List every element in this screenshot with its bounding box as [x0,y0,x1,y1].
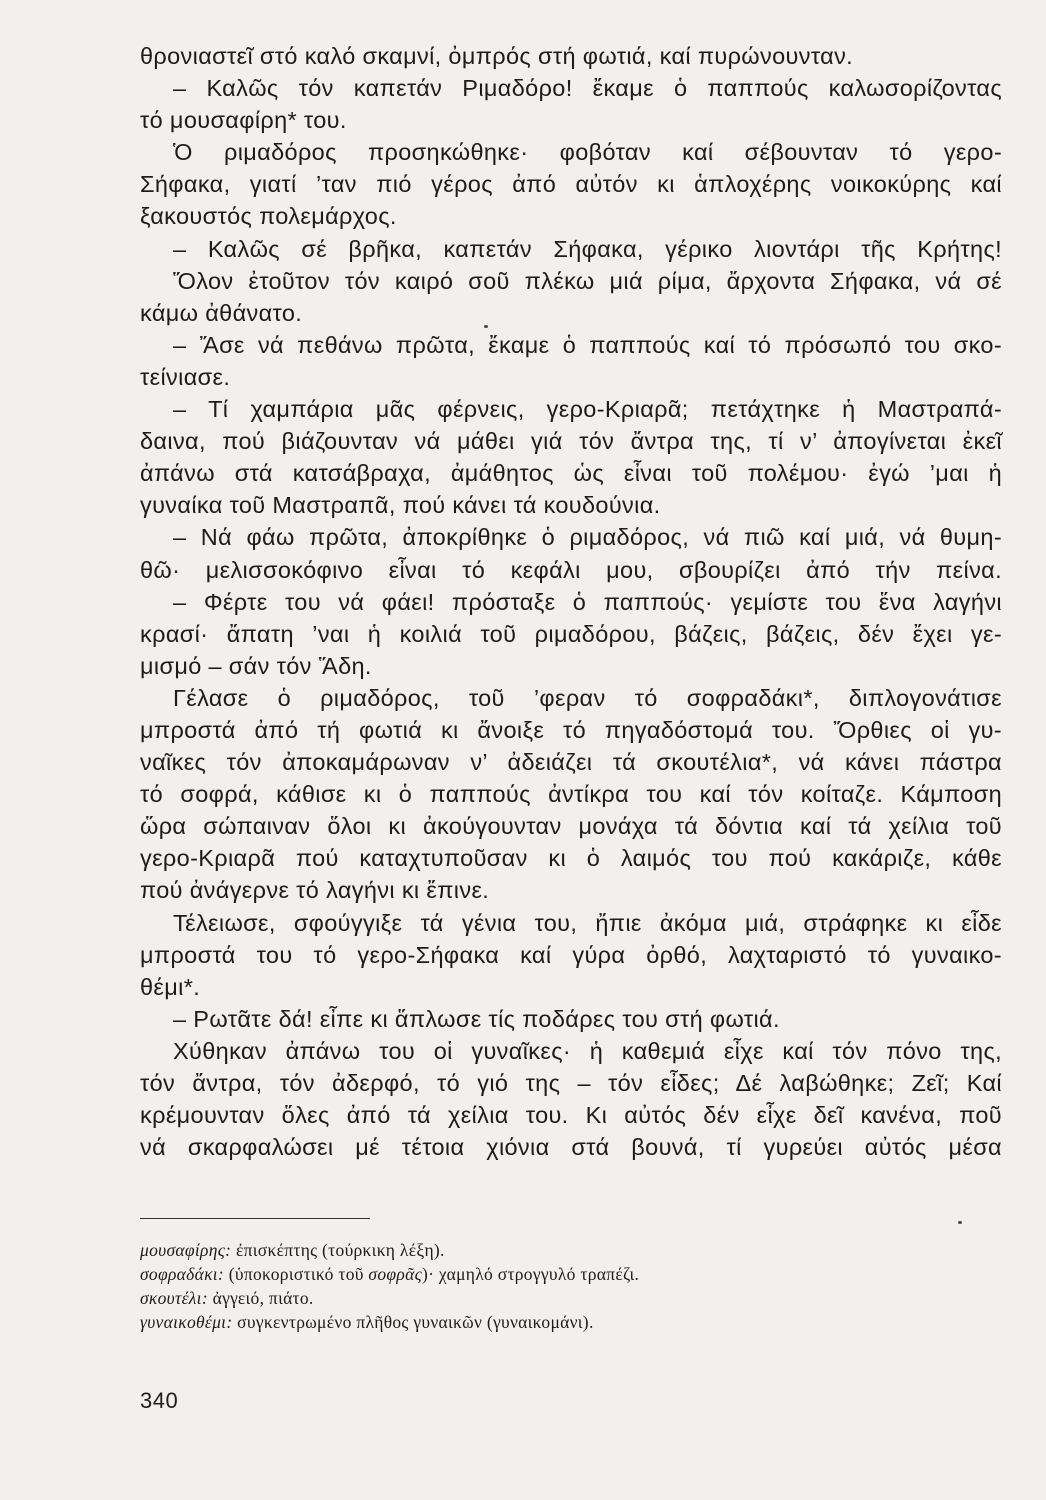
text-line: ὥρα σώπαιναν ὅλοι κι ἀκούγουνταν μονάχα τά δόντια καί τά χείλια τοῦ [140,813,1002,840]
footnote-definition-italic: σοφρᾶς [368,1264,422,1284]
text-line: ξακουστός πολεμάρχος. [140,203,397,230]
text-line: τό μουσαφίρη* του. [140,107,347,134]
text-line: ἀπάνω στά κατσάβραχα, ἀμάθητος ὡς εἶναι τοῦ πολέμου· ἐγώ ’μαι ἡ [140,460,1002,487]
text-line: – Φέρτε του νά φάει! πρόσταξε ὁ παππούς· γεμίστε του ἕνα λαγήνι [173,588,1002,615]
text-line: μπροστά του τό γερο-Σήφακα καί γύρα ὀρθό, λαχταριστό τό γυναικο- [140,941,1002,968]
text-line: – Καλῶς σέ βρῆκα, καπετάν Σήφακα, γέρικο λιοντάρι τῆς Κρήτης! [173,235,1002,262]
footnote-item [140,1310,940,1334]
footnote-definition: ἐπισκέπτης (τούρκικη λέξη). [235,1240,445,1260]
text-line: μπροστά ἀπό τή φωτιά κι ἄνοιξε τό πηγαδόστομά του. Ὄρθιες οἱ γυ- [140,716,1002,743]
text-line: γυναίκα τοῦ Μαστραπᾶ, πού κάνει τά κουδούνια. [140,492,661,519]
scan-speck [958,1221,962,1224]
text-line: Ὁ ριμαδόρος προσηκώθηκε· φοβόταν καί σέβουνταν τό γερο- [173,139,1002,166]
footnote-definition: συγκεντρωμένο πλῆθος γυναικῶν (γυναικομάνι). [237,1312,594,1332]
text-line: Ὅλον ἐτοῦτον τόν καιρό σοῦ πλέκω μιά ρίμα, ἄρχοντα Σήφακα, νά σέ [173,267,1002,294]
text-line: ναῖκες τόν ἀποκαμάρωναν ν’ ἀδειάζει τά σκουτέλια*, νά κάνει πάστρα [140,749,1002,776]
page-number: 340 [140,1388,179,1413]
text-line: κρασί· ἄπατη ’ναι ἡ κοιλιά τοῦ ριμαδόρου, βάζεις, βάζεις, δέν ἔχει γε- [140,620,1002,647]
text-line: γερο-Κριαρᾶ πού καταχτυποῦσαν κι ὁ λαιμός του πού κακάριζε, κάθε [140,845,1002,872]
footnote-term: μουσαφίρης: [140,1240,232,1260]
footnote-term: γυναικοθέμι: [140,1312,233,1332]
footnote-term: σκουτέλι: [140,1288,208,1308]
footnote-term: σοφραδάκι: [140,1264,225,1284]
footnote-definition: )· χαμηλό στρογγυλό τραπέζι. [421,1264,640,1284]
text-line: κρέμουνταν ὅλες ἀπό τά χείλια του. Κι αὐτός δέν εἶχε δεῖ κανένα, ποῦ [140,1102,1002,1129]
text-line: Τέλειωσε, σφούγγιξε τά γένια του, ἤπιε ἀκόμα μιά, στράφηκε κι εἶδε [173,909,1002,936]
text-line: – Ρωτᾶτε δά! εἶπε κι ἅπλωσε τίς ποδάρες του στή φωτιά. [173,1005,780,1032]
text-line: Γέλασε ὁ ριμαδόρος, τοῦ ’φεραν τό σοφραδάκι*, διπλογονάτισε [173,684,1002,711]
footnotes [140,1238,940,1334]
footnote-definition: (ὑποκοριστικό τοῦ [228,1264,369,1284]
footnote-definition: ἀγγειό, πιάτο. [212,1288,314,1308]
text-line: μισμό – σάν τόν Ἅδη. [140,652,372,679]
text-line: τό σοφρά, κάθισε κι ὁ παππούς ἀντίκρα του καί τόν κοίταζε. Κάμποση [140,781,1002,808]
text-line: τείνιασε. [140,363,231,390]
text-line: κάμω ἀθάνατο. [140,299,303,326]
text-line: πού ἀνάγερνε τό λαγήνι κι ἔπινε. [140,877,490,904]
main-text [140,40,1002,1163]
text-line: θρονιαστεῖ στό καλό σκαμνί, ὀμπρός στή φωτιά, καί πυρώνουνταν. [140,43,854,69]
text-line: νά σκαρφαλώσει μέ τέτοια χιόνια στά βουνά, τί γυρεύει αὐτός μέσα [140,1134,1002,1161]
text-line: – Ἄσε νά πεθάνω πρῶτα, ἔκαμε ὁ παππούς καί τό πρόσωπό του σκο- [173,331,1002,358]
text-line: – Νά φάω πρῶτα, ἀποκρίθηκε ὁ ριμαδόρος, νά πιῶ καί μιά, νά θυμη- [173,524,1002,551]
text-line: Σήφακα, γιατί ’ταν πιό γέρος ἀπό αὐτόν κι ἁπλοχέρης νοικοκύρης καί [140,171,1002,198]
footnote-divider [140,1218,370,1219]
footnote-item [140,1286,940,1310]
text-line: θέμι*. [140,973,201,1000]
text-line: τόν ἄντρα, τόν ἀδερφό, τό γιό της – τόν εἶδες; Δέ λαβώθηκε; Ζεῖ; Καί [140,1070,1002,1096]
text-line: – Τί χαμπάρια μᾶς φέρνεις, γερο-Κριαρᾶ; πετάχτηκε ἡ Μαστραπά- [173,396,1002,423]
text-line: Χύθηκαν ἀπάνω του οἱ γυναῖκες· ἡ καθεμιά εἶχε καί τόν πόνο της, [173,1037,1002,1064]
scan-speck [484,325,488,328]
text-line: δαινα, πού βιάζουνταν νά μάθει γιά τόν ἄντρα της, τί ν’ ἀπογίνεται ἐκεῖ [140,428,1002,455]
footnote-item [140,1238,940,1262]
footnote-item [140,1262,940,1286]
text-line: θῶ· μελισσοκόφινο εἶναι τό κεφάλι μου, σβουρίζει ἀπό τήν πείνα. [140,556,1002,583]
text-line: – Καλῶς τόν καπετάν Ριμαδόρο! ἔκαμε ὁ παππούς καλωσορίζοντας [173,75,1002,102]
